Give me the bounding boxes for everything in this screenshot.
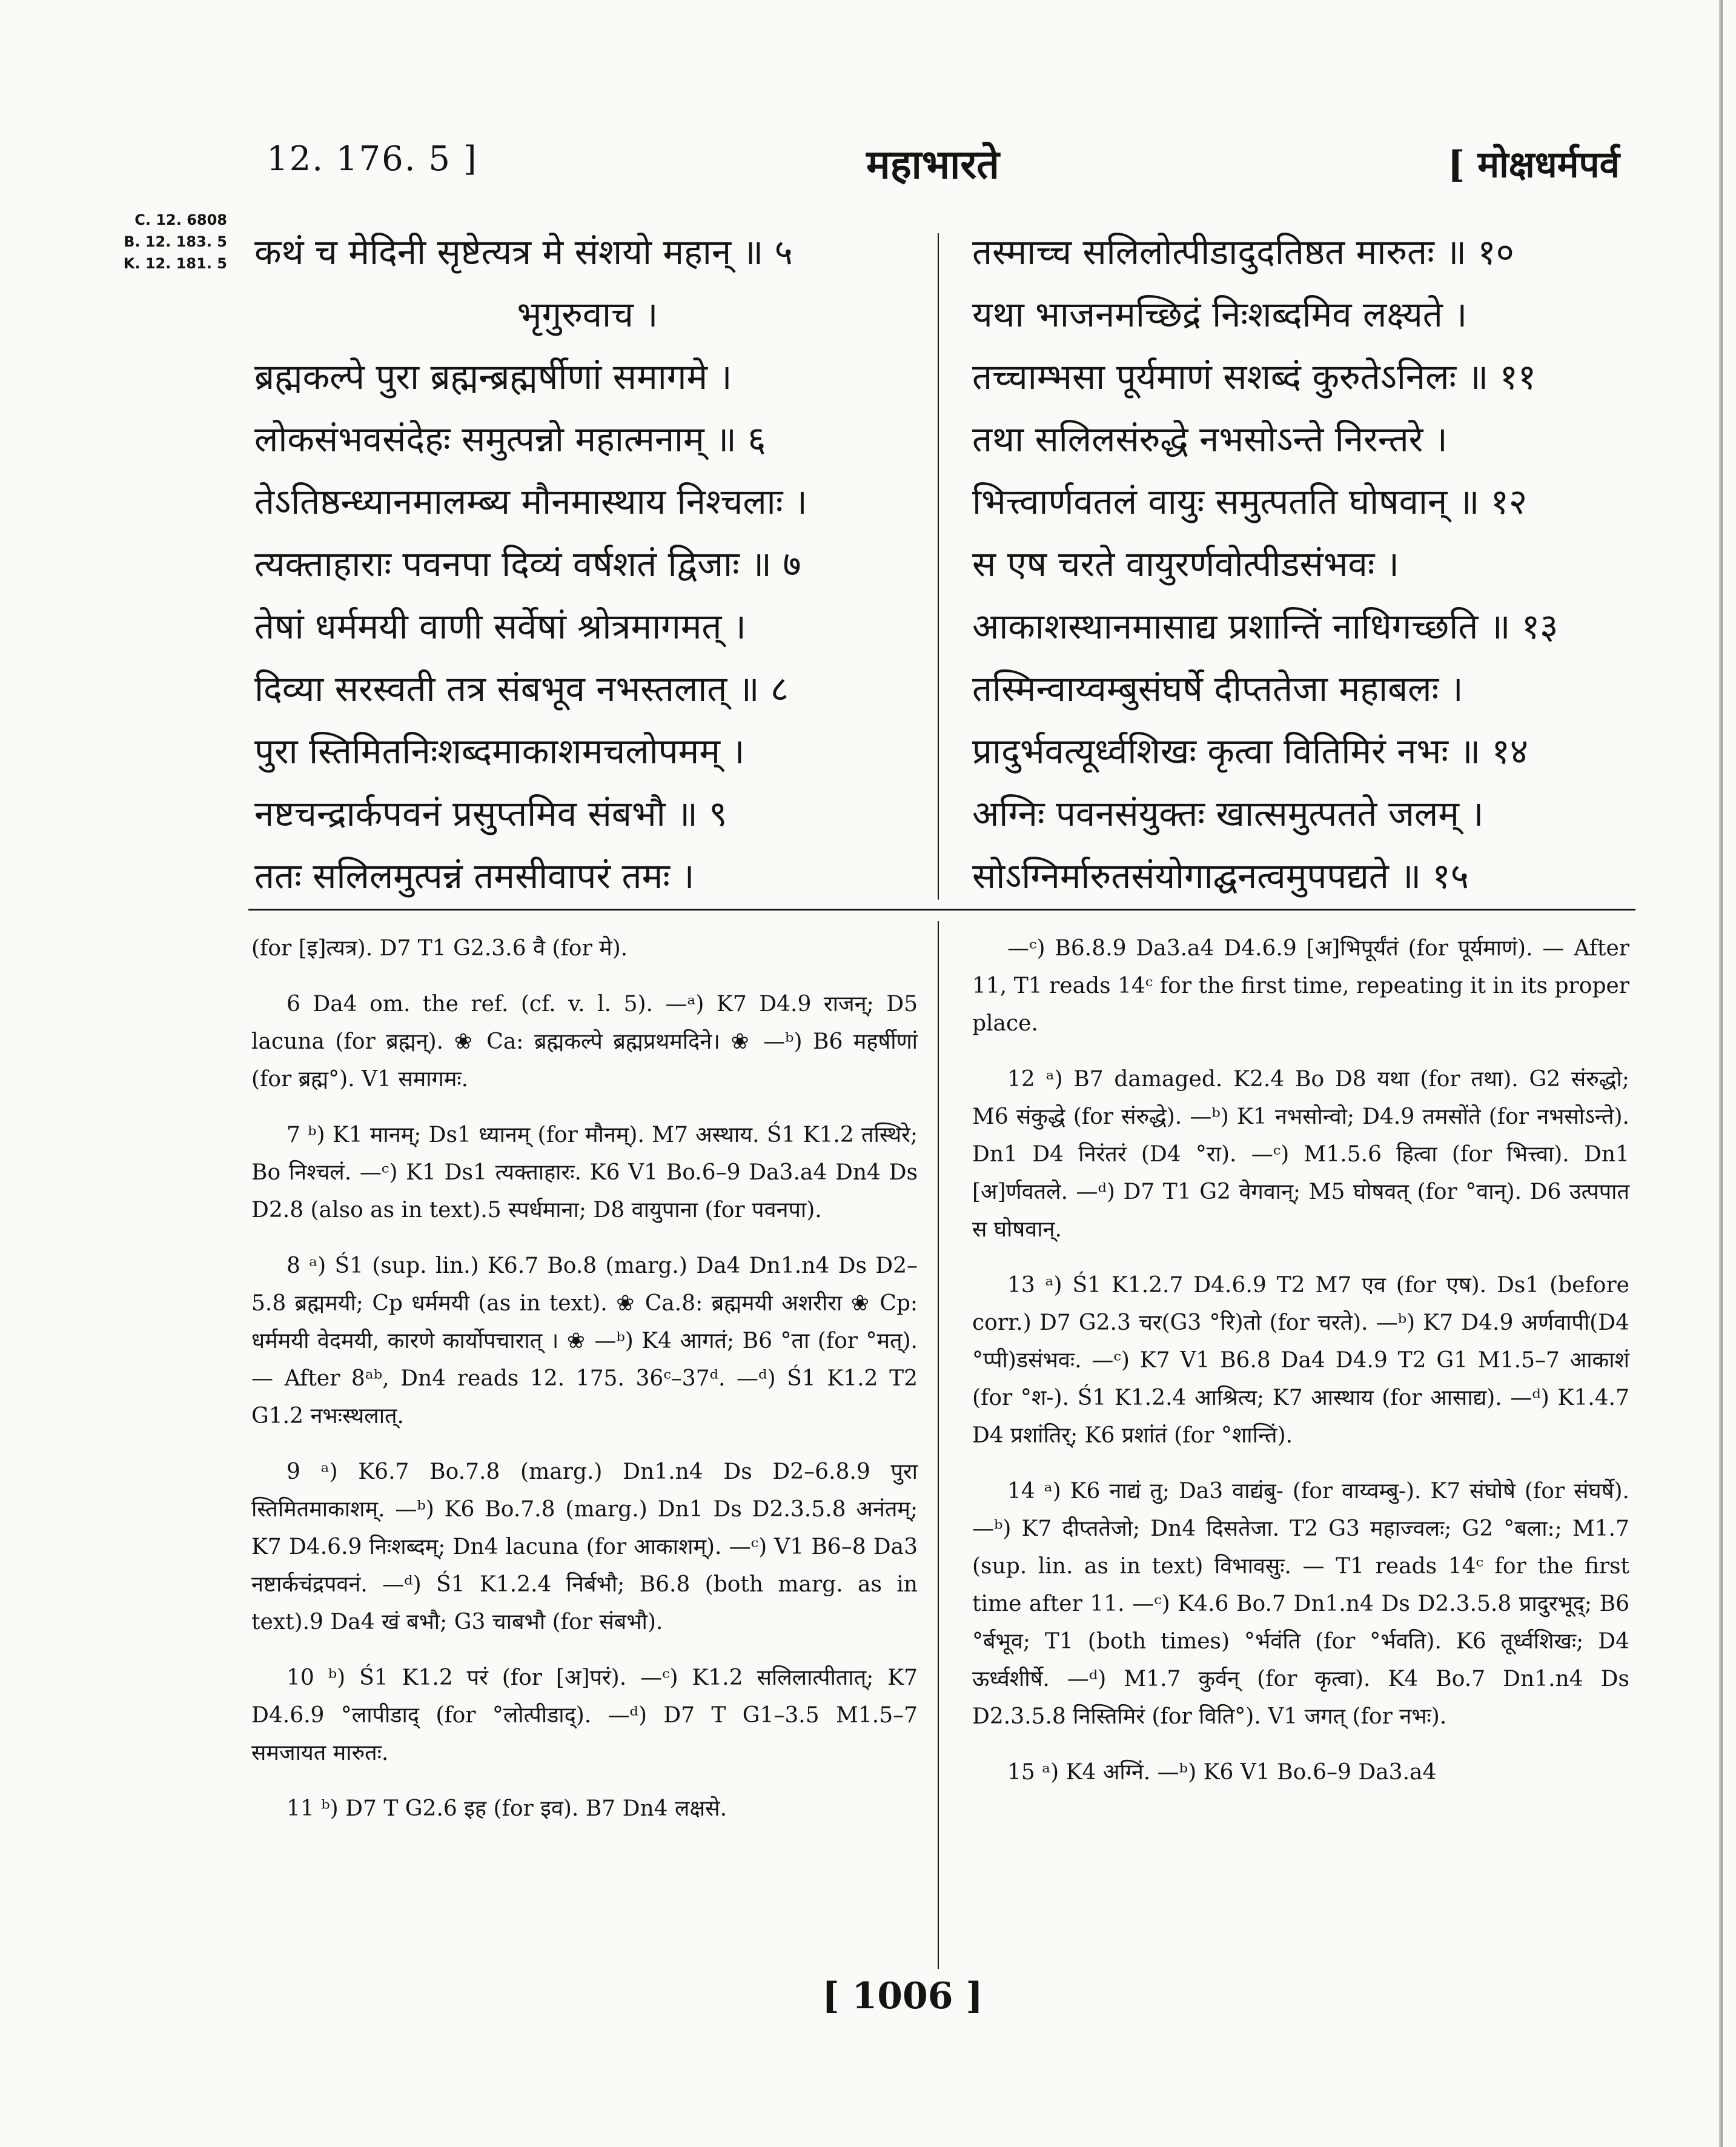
critical-notes-right — [972, 930, 1629, 1810]
page-number: [ 1006 ] — [822, 1975, 983, 2017]
concordance — [115, 209, 227, 274]
verse-line: पुरा स्तिमितनिःशब्दमाकाशमचलोपमम् । — [254, 731, 745, 772]
note-paragraph: 10 ᵇ) Ś1 K1.2 परं (for [अ]परं). —ᶜ) K1.2 सलिलात्पीतात्; K7 D4.6.9 °लापीडाद् (for °लोत्पीडाद्). —ᵈ) D7 T G1–3.5 M1.5–7 समजायत मारुतः. — [251, 1665, 918, 1765]
page-edge-shadow — [1719, 0, 1723, 2147]
verse-line: तस्माच्च सलिलोत्पीडादुदतिष्ठत मारुतः ॥ १० — [972, 231, 1514, 273]
concordance-bombay: B. 12. 183. 5 — [124, 233, 227, 250]
verse-line: यथा भाजनमच्छिद्रं निःशब्दमिव लक्ष्यते । — [972, 294, 1468, 335]
verse-line: भित्त्वार्णवतलं वायुः समुत्पतति घोषवान् ॥ १२ — [972, 481, 1528, 522]
verse-line: लोकसंभवसंदेहः समुत्पन्नो महात्मनाम् ॥ ६ — [254, 419, 766, 460]
verse-reference: 12. 176. 5 ] — [267, 139, 478, 179]
note-paragraph: 8 ᵃ) Ś1 (sup. lin.) K6.7 Bo.8 (marg.) Da4 Dn1.n4 Ds D2–5.8 ब्रह्ममयी; Cp धर्ममयी (as in text). ❀ Ca.8: ब्रह्ममयी अशरीरा ❀ Cp: धर्ममयी वेदमयी, कारणे कार्योपचारात् । ❀ —ᵇ) K4 आगतं; B6 °ता (for °मत्). — After 8ᵃᵇ, Dn4 reads 12. 175. 36ᶜ–37ᵈ. —ᵈ) Ś1 K1.2 T2 G1.2 नभःस्थलात्. — [251, 1253, 918, 1429]
verse-column-divider — [938, 233, 939, 900]
verse-line: ब्रह्मकल्पे पुरा ब्रह्मन्ब्रह्मर्षीणां समागमे । — [254, 356, 732, 397]
concordance-kumbhakonam: K. 12. 181. 5 — [123, 255, 227, 272]
verse-column-right — [972, 221, 1626, 908]
verse-line: आकाशस्थानमासाद्य प्रशान्तिं नाधिगच्छति ॥ १३ — [972, 606, 1559, 647]
note-paragraph: 9 ᵃ) K6.7 Bo.7.8 (marg.) Dn1.n4 Ds D2–6.8.9 पुरा स्तिमितमाकाशम्. —ᵇ) K6 Bo.7.8 (marg.) Dn1 Ds D2.3.5.8 अनंतम्; K7 D4.6.9 निःशब्दम्; Dn4 lacuna (for आकाशम्). —ᶜ) V1 B6–8 Da3 नष्टार्कचंद्रपवनं. —ᵈ) Ś1 K1.2.4 निर्बभौ; B6.8 (both marg. as in text).9 Da4 खं बभौ; G3 चाबभौ (for संबभौ). — [251, 1459, 918, 1634]
verse-column-left — [254, 221, 921, 908]
note-paragraph: 15 ᵃ) K4 अग्निं. —ᵇ) K6 V1 Bo.6–9 Da3.a4 — [1007, 1760, 1437, 1785]
notes-column-divider — [938, 921, 939, 1969]
note-paragraph: 6 Da4 om. the ref. (cf. v. l. 5). —ᵃ) K7 D4.9 राजन्; D5 lacuna (for ब्रह्मन्). ❀ Ca: ब्रह्मकल्पे ब्रह्मप्रथमदिने। ❀ —ᵇ) B6 महर्षीणां (for ब्रह्म°). V1 समागमः. — [251, 992, 918, 1092]
note-paragraph: 14 ᵃ) K6 नाद्यं तु; Da3 वाद्यंबु- (for वाय्वम्बु-). K7 संघोषे (for संघर्षे). —ᵇ) K7 दीप्ततेजो; Dn4 दिसतेजा. T2 G3 महाज्वलः; G2 °बला:; M1.7 (sup. lin. as in text) विभावसुः. — T1 reads 14ᶜ for the first time after 11. —ᶜ) K4.6 Bo.7 Dn1.n4 Ds D2.3.5.8 प्रादुरभूद्; B6 °र्बभूव; T1 (both times) °र्भवंति (for °र्भवति). K6 तूर्ध्वशिखः; D4 ऊर्ध्वशीर्षे. —ᵈ) M1.7 कुर्वन् (for कृत्वा). K4 Bo.7 Dn1.n4 Ds D2.3.5.8 निस्तिमिरं (for विति°). V1 जगत् (for नभः). — [972, 1479, 1629, 1729]
verse-line: तथा सलिलसंरुद्धे नभसोऽन्ते निरन्तरे । — [972, 419, 1448, 460]
verse-line: अग्निः पवनसंयुक्तः खात्समुत्पतते जलम् । — [972, 793, 1484, 834]
parvan-title: [ मोक्षधर्मपर्व — [1448, 144, 1620, 186]
speaker-heading: भृगुरुवाच । — [517, 294, 658, 335]
verse-line: दिव्या सरस्वती तत्र संबभूव नभस्तलात् ॥ ८ — [254, 668, 789, 709]
note-paragraph: 13 ᵃ) Ś1 K1.2.7 D4.6.9 T2 M7 एव (for एष). Ds1 (before corr.) D7 G2.3 चर(G3 °रि)तो (for चरते). —ᵇ) K7 D4.9 अर्णवापी(D4 °प्पी)डसंभवः. —ᶜ) K7 V1 B6.8 Da4 D4.9 T2 G1 M1.5–7 आकाशं (for °श-). Ś1 K1.2.4 आश्रित्य; K7 आस्थाय (for आसाद्य). —ᵈ) K1.4.7 D4 प्रशांतिर्; K6 प्रशांतं (for °शान्तिं). — [972, 1273, 1629, 1448]
verse-line: नष्टचन्द्रार्कपवनं प्रसुप्तमिव संबभौ ॥ ९ — [254, 793, 727, 834]
verse-line: कथं च मेदिनी सृष्टेत्यत्र मे संशयो महान् ॥ ५ — [254, 231, 793, 273]
note-paragraph: —ᶜ) B6.8.9 Da3.a4 D4.6.9 [अ]भिपूर्यंतं (for पूर्यमाणं). — After 11, T1 reads 14ᶜ for the first time, repeating it in its proper place. — [972, 936, 1629, 1036]
note-paragraph: (for [इ]त्यत्र). D7 T1 G2.3.6 वै (for मे). — [251, 936, 628, 961]
verse-line: सोऽग्निर्मारुतसंयोगाद्घनत्वमुपपद्यते ॥ १५ — [972, 855, 1469, 897]
verse-line: तेषां धर्ममयी वाणी सर्वेषां श्रोत्रमागमत् । — [254, 606, 746, 647]
note-paragraph: 7 ᵇ) K1 मानम्; Ds1 ध्यानम् (for मौनम्). M7 अस्थाय. Ś1 K1.2 तस्थिरे; Bo निश्चलं. —ᶜ) K1 Ds1 त्यक्ताहारः. K6 V1 Bo.6–9 Da3.a4 Dn4 Ds D2.8 (also as in text).5 स्पर्धमाना; D8 वायुपाना (for पवनपा). — [251, 1123, 918, 1223]
concordance-calcutta: C. 12. 6808 — [134, 211, 227, 228]
verse-line: प्रादुर्भवत्यूर्ध्वशिखः कृत्वा वितिमिरं नभः ॥ १४ — [972, 731, 1528, 772]
verse-line: तेऽतिष्ठन्ध्यानमालम्ब्य मौनमास्थाय निश्चलाः । — [254, 481, 807, 522]
apparatus-separator — [248, 909, 1635, 911]
verse-line: तच्चाम्भसा पूर्यमाणं सशब्दं कुरुतेऽनिलः ॥ ११ — [972, 356, 1537, 397]
verse-line: स एष चरते वायुरर्णवोत्पीडसंभवः । — [972, 543, 1399, 585]
verse-line: त्यक्ताहाराः पवनपा दिव्यं वर्षशतं द्विजाः ॥ ७ — [254, 543, 801, 585]
note-paragraph: 12 ᵃ) B7 damaged. K2.4 Bo D8 यथा (for तथा). G2 संरुद्धो; M6 संकुद्धे (for संरुद्धे). —ᵇ) K1 नभसोन्वो; D4.9 तमसोंते (for नभसोऽन्ते). Dn1 D4 निरंतरं (D4 °रा). —ᶜ) M1.5.6 हित्वा (for भित्त्वा). Dn1 [अ]र्णवतले. —ᵈ) D7 T1 G2 वेगवान्; M5 घोषवत् (for °वान्). D6 उत्पपात स घोषवान्. — [972, 1067, 1629, 1242]
page-title: महाभारते — [866, 141, 999, 188]
critical-notes-left — [251, 930, 918, 1846]
verse-line: ततः सलिलमुत्पन्नं तमसीवापरं तमः । — [254, 855, 695, 897]
verse-line: तस्मिन्वाय्वम्बुसंघर्षे दीप्ततेजा महाबलः । — [972, 668, 1463, 709]
note-paragraph: 11 ᵇ) D7 T G2.6 इह (for इव). B7 Dn4 लक्षसे. — [287, 1796, 727, 1821]
